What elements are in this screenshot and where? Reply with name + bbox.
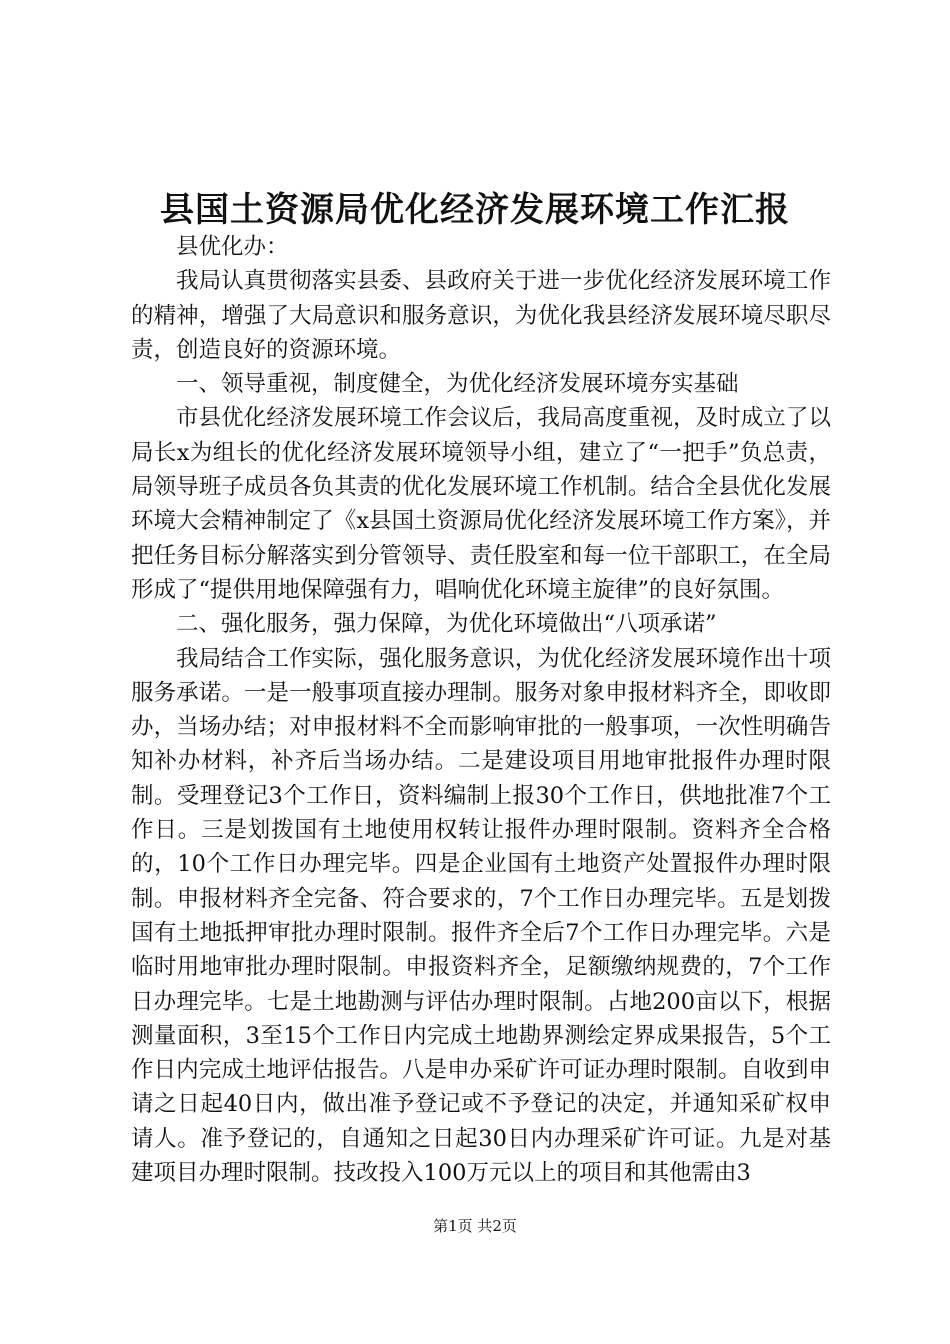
section-heading-2: 二、强化服务，强力保障，为优化环境做出“八项承诺” xyxy=(176,611,717,638)
paragraph-section-1: 市县优化经济发展环境工作会议后，我局高度重视，及时成立了以局长x为组长的优化经济发展环境领导小组，建立了“一把手”负总责，局领导班子成员各负其责的优化发展环境工作机制。结合全县优化发展环境大会精神制定了《x县国土资源局优化经济发展环境工作方案》，并把任务目标分解落实到分管领导、责任股室和每一位干部职工，在全局形成了“提供用地保障强有力，唱响优化环境主旋律”的良好氛围。 xyxy=(131,405,831,603)
page-footer: 第1页 共2页 xyxy=(433,1217,517,1235)
paragraph-intro: 我局认真贯彻落实县委、县政府关于进一步优化经济发展环境工作的精神，增强了大局意识和服务意识，为优化我县经济发展环境尽职尽责，创造良好的资源环境。 xyxy=(131,268,831,363)
document-title: 县国土资源局优化经济发展环境工作汇报 xyxy=(160,190,790,230)
paragraph-section-2: 我局结合工作实际，强化服务意识，为优化经济发展环境作出十项服务承诺。一是一般事项直接办理制。服务对象申报材料齐全，即收即办，当场办结；对申报材料不全而影响审批的一般事项，一次性明确告知补办材料，补齐后当场办结。二是建设项目用地审批报件办理时限制。受理登记3个工作日，资料编制上报30个工作日，供地批准7个工作日。三是划拨国有土地使用权转让报件办理时限制。资料齐全合格的，10个工作日办理完毕。四是企业国有土地资产处置报件办理时限制。申报材料齐全完备、符合要求的，7个工作日办理完毕。五是划拨国有土地抵押审批办理时限制。报件齐全后7个工作日办理完毕。六是临时用地审批办理时限制。申报资料齐全，足额缴纳规费的，7个工作日办理完毕。七是土地勘测与评估办理时限制。占地200亩以下，根据测量面积，3至15个工作日内完成土地勘界测绘定界成果报告，5个工作日内完成土地评估报告。八是申办采矿许可证办理时限制。自收到申请之日起40日内，做出准予登记或不予登记的决定，并通知采矿权申请人。准予登记的，自通知之日起30日内办理采矿许可证。九是对基建项目办理时限制。技改投入100万元以上的项目和其他需由3 xyxy=(131,645,831,1187)
document-body xyxy=(131,230,831,1190)
section-heading-1: 一、领导重视，制度健全，为优化经济发展环境夯实基础 xyxy=(176,371,739,398)
salutation: 县优化办： xyxy=(176,234,289,260)
